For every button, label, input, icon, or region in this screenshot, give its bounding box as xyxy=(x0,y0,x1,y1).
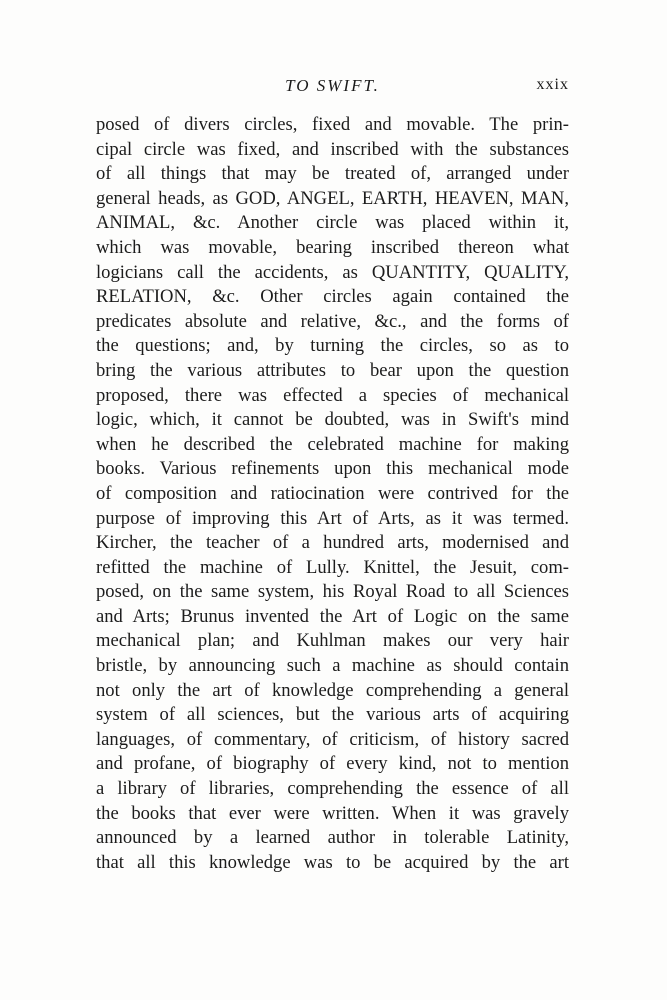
text-line: posed, on the same system, his Royal Road to all Sciences xyxy=(96,581,569,603)
page-number: xxix xyxy=(536,76,569,93)
text-line: when he described the celebrated machine for making xyxy=(96,433,569,455)
text-line: which was movable, bearing inscribed thereon what xyxy=(96,236,569,258)
text-line: bristle, by announcing such a machine as should contain xyxy=(96,655,569,677)
text-line: ANIMAL, &c. Another circle was placed within it, xyxy=(96,212,569,234)
text-line: announced by a learned author in tolerable Latinity, xyxy=(96,827,569,849)
text-line: of all things that may be treated of, arranged under xyxy=(96,163,569,185)
text-line: proposed, there was effected a species of mechanical xyxy=(96,384,569,406)
running-head xyxy=(96,76,569,100)
text-line: mechanical plan; and Kuhlman makes our very hair xyxy=(96,630,569,652)
text-line: logicians call the accidents, as QUANTITY, QUALITY, xyxy=(96,261,569,283)
text-line: of composition and ratiocination were contrived for the xyxy=(96,482,569,504)
text-line: the questions; and, by turning the circles, so as to xyxy=(96,335,569,357)
text-line: books. Various refinements upon this mechanical mode xyxy=(96,458,569,480)
text-line: and Arts; Brunus invented the Art of Logic on the same xyxy=(96,605,569,627)
text-line: languages, of commentary, of criticism, of history sacred xyxy=(96,728,569,750)
body-text xyxy=(96,113,569,875)
text-line: refitted the machine of Lully. Knittel, the Jesuit, com- xyxy=(96,556,569,578)
text-line: predicates absolute and relative, &c., and the forms of xyxy=(96,310,569,332)
running-title: TO SWIFT. xyxy=(285,76,380,95)
text-line: not only the art of knowledge comprehending a general xyxy=(96,679,569,701)
text-line: and profane, of biography of every kind, not to mention xyxy=(96,753,569,775)
text-line: that all this knowledge was to be acquired by the art xyxy=(96,851,569,873)
text-line: a library of libraries, comprehending the essence of all xyxy=(96,778,569,800)
text-line: logic, which, it cannot be doubted, was in Swift's mind xyxy=(96,409,569,431)
text-line: general heads, as GOD, ANGEL, EARTH, HEAVEN, MAN, xyxy=(96,187,569,209)
text-line: the books that ever were written. When it was gravely xyxy=(96,802,569,824)
text-line: system of all sciences, but the various arts of acquiring xyxy=(96,704,569,726)
text-line: RELATION, &c. Other circles again contained the xyxy=(96,286,569,308)
text-line: cipal circle was fixed, and inscribed with the substances xyxy=(96,138,569,160)
text-line: posed of divers circles, fixed and movable. The prin- xyxy=(96,114,569,135)
text-line: bring the various attributes to bear upon the question xyxy=(96,359,569,381)
text-line: Kircher, the teacher of a hundred arts, modernised and xyxy=(96,532,569,554)
text-line: purpose of improving this Art of Arts, as it was termed. xyxy=(96,507,569,529)
